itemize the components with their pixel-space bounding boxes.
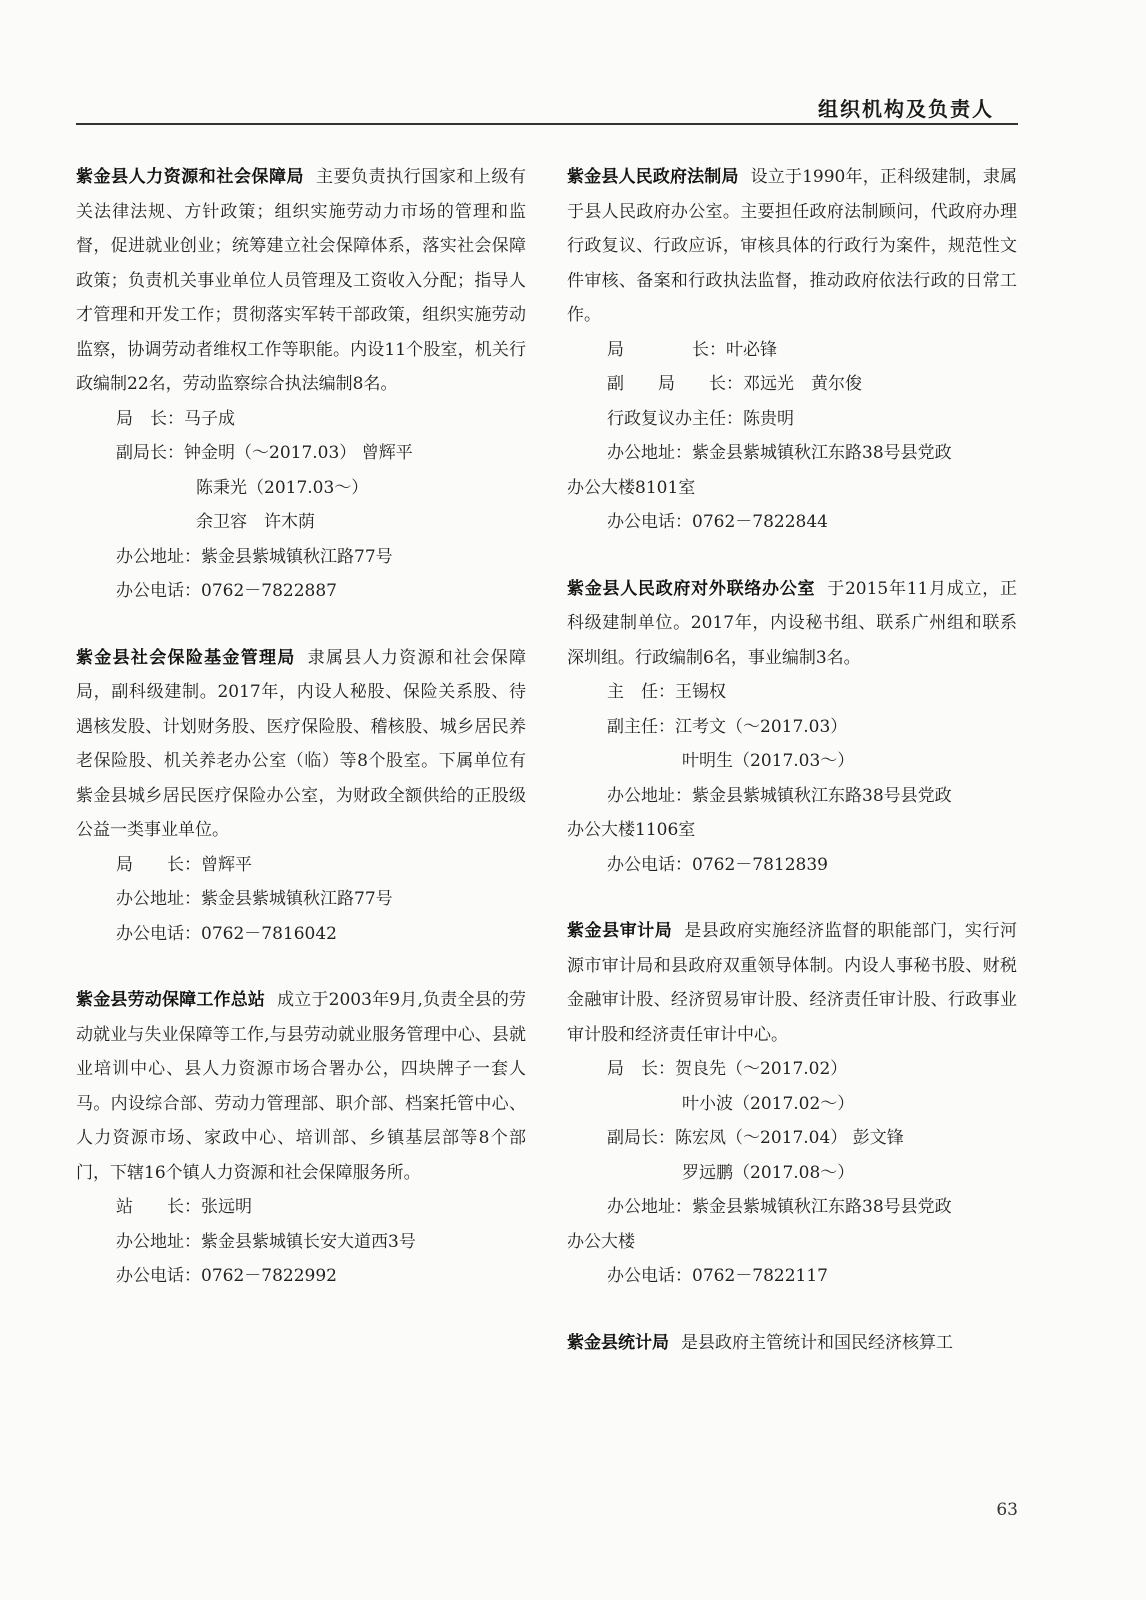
left-column — [76, 160, 526, 1326]
header-rule — [76, 123, 1018, 125]
section-statistics-bureau — [567, 1326, 1017, 1361]
deputy-row: 副局长：钟金明（～2017.03） 曾辉平 — [116, 443, 413, 463]
office-address: 办公地址：紫金县紫城镇秋江东路38号县党政 — [607, 1197, 952, 1217]
office-address: 办公地址：紫金县紫城镇秋江路77号 — [116, 889, 393, 909]
section-audit-bureau — [567, 914, 1017, 1294]
org-description: 是县政府主管统计和国民经济核算工 — [681, 1332, 953, 1353]
org-description: 设立于1990年，正科级建制，隶属于县人民政府办公室。主要担任政府法制顾问，代政府办理行政复议、行政应诉，审核具体的行政行为案件，规范性文件审核、备案和行政执法监督，推动政府依法行政的日常工作。 — [567, 167, 1017, 325]
section-legal-bureau — [567, 160, 1017, 540]
deputy-row: 副局长：陈宏凤（～2017.04） 彭文锋 — [607, 1128, 904, 1148]
review-office-row: 行政复议办主任：陈贵明 — [607, 408, 794, 429]
section-intro — [567, 572, 1017, 676]
office-phone: 办公电话：0762－7822844 — [607, 512, 828, 532]
deputy-row-cont: 罗远鹏（2017.08～） — [682, 1162, 855, 1183]
section-social-insurance-fund — [76, 641, 526, 952]
section-hr-bureau — [76, 160, 526, 609]
section-intro — [76, 641, 526, 848]
office-phone: 办公电话：0762－7816042 — [116, 923, 337, 944]
deputy-row: 副 局 长：邓远光 黄尔俊 — [607, 374, 862, 394]
right-column — [567, 160, 1017, 1392]
running-header-title: 组织机构及负责人 — [818, 97, 994, 121]
director-row: 站 长：张远明 — [116, 1197, 252, 1217]
org-description: 成立于2003年9月,负责全县的劳动就业与失业保障等工作,与县劳动就业服务管理中心、县就业培训中心、县人力资源市场合署办公，四块牌子一套人马。内设综合部、劳动力管理部、职介部、档案托管中心、人力资源市场、家政中心、培训部、乡镇基层部等8个部门，下辖16个镇人力资源和社会保障服务所。 — [76, 990, 527, 1183]
section-intro — [76, 983, 526, 1190]
director-row: 局 长：马子成 — [116, 408, 235, 429]
page-number: 63 — [996, 1500, 1018, 1520]
director-row: 局 长：贺良先（～2017.02） — [607, 1059, 848, 1079]
section-intro — [567, 160, 1017, 333]
org-name: 紫金县社会保险基金管理局 — [76, 647, 296, 668]
org-name: 紫金县劳动保障工作总站 — [76, 990, 266, 1010]
office-phone: 办公电话：0762－7822887 — [116, 581, 337, 601]
office-address-cont: 办公大楼1106室 — [567, 820, 696, 840]
org-name: 紫金县审计局 — [567, 921, 673, 941]
deputy-row-cont: 陈秉光（2017.03～） — [196, 477, 369, 498]
org-description: 是县政府实施经济监督的职能部门，实行河源市审计局和县政府双重领导体制。内设人事秘书股、财税金融审计股、经济贸易审计股、经济责任审计股、行政事业审计股和经济责任审计中心。 — [567, 921, 1017, 1045]
org-description: 于2015年11月成立，正科级建制单位。2017年，内设秘书组、联系广州组和联系深圳组。行政编制6名，事业编制3名。 — [567, 578, 1017, 668]
section-intro — [567, 1326, 1017, 1361]
office-address: 办公地址：紫金县紫城镇秋江东路38号县党政 — [607, 443, 952, 463]
deputy-row-cont: 叶明生（2017.03～） — [682, 751, 855, 771]
org-name: 紫金县人民政府对外联络办公室 — [567, 578, 816, 599]
office-address: 办公地址：紫金县紫城镇秋江路77号 — [116, 546, 393, 567]
office-address-cont: 办公大楼 — [567, 1231, 635, 1252]
office-phone: 办公电话：0762－7822117 — [607, 1266, 828, 1286]
section-intro — [76, 160, 526, 402]
director-row-cont: 叶小波（2017.02～） — [682, 1093, 855, 1114]
org-name: 紫金县人力资源和社会保障局 — [76, 167, 305, 187]
director-row: 局 长：曾辉平 — [116, 854, 252, 875]
office-phone: 办公电话：0762－7822992 — [116, 1266, 337, 1286]
deputy-row-cont: 余卫容 许木荫 — [196, 512, 315, 532]
office-address: 办公地址：紫金县紫城镇秋江东路38号县党政 — [607, 785, 952, 806]
section-liaison-office — [567, 572, 1017, 883]
org-description: 主要负责执行国家和上级有关法律法规、方针政策；组织实施劳动力市场的管理和监督，促进就业创业；统筹建立社会保障体系，落实社会保障政策；负责机关事业单位人员管理及工资收入分配；指导人才管理和开发工作；贯彻落实军转干部政策，组织实施劳动监察，协调劳动者维权工作等职能。内设11个股室，机关行政编制22名，劳动监察综合执法编制8名。 — [76, 167, 527, 394]
office-address: 办公地址：紫金县紫城镇长安大道西3号 — [116, 1231, 416, 1252]
deputy-row: 副主任：江考文（～2017.03） — [607, 716, 848, 737]
section-labor-security-station — [76, 983, 526, 1294]
org-description: 隶属县人力资源和社会保障局，副科级建制。2017年，内设人秘股、保险关系股、待遇核发股、计划财务股、医疗保险股、稽核股、城乡居民养老保险股、机关养老办公室（临）等8个股室。下属单位有紫金县城乡居民医疗保险办公室，为财政全额供给的正股级公益一类事业单位。 — [76, 647, 527, 840]
director-row: 局 长：叶必锋 — [607, 339, 777, 360]
org-name: 紫金县统计局 — [567, 1332, 669, 1353]
director-row: 主 任：王锡权 — [607, 682, 726, 702]
office-phone: 办公电话：0762－7812839 — [607, 854, 828, 875]
office-address-cont: 办公大楼8101室 — [567, 477, 696, 498]
org-name: 紫金县人民政府法制局 — [567, 167, 739, 187]
section-intro — [567, 914, 1017, 1052]
